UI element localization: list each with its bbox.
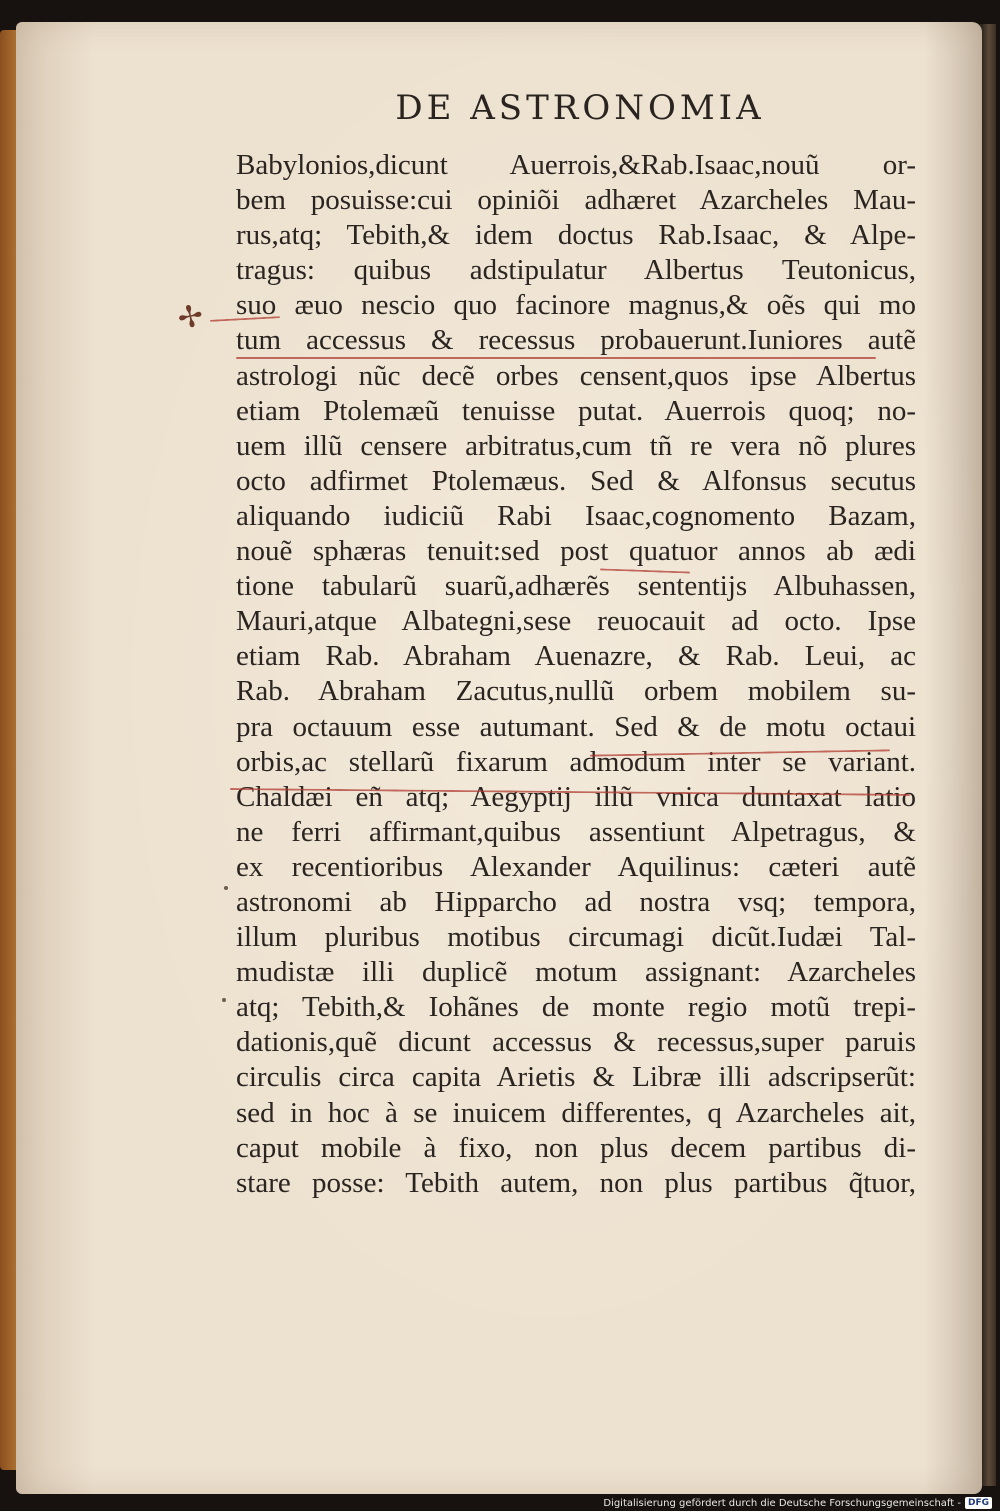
- text-block: [236, 148, 916, 1201]
- text-line: Mauri,atque Albategni,sese reuocauit ad octo. Ipse: [236, 605, 916, 638]
- margin-dot: [224, 886, 228, 890]
- text-line: atq; Tebith,& Iohãnes de monte regio motũ trepi-: [236, 991, 916, 1024]
- text-line: tione tabularũ suarũ,adhærẽs sententijs Albuhassen,: [236, 570, 916, 603]
- marginal-asterisk-mark: ✢: [174, 297, 207, 338]
- text-line: etiam Ptolemæũ tenuisse putat. Auerrois quoq; no-: [236, 394, 916, 427]
- text-line: dationis,quẽ dicunt accessus & recessus,super paruis: [236, 1026, 916, 1059]
- text-line: rus,atq; Tebith,& idem doctus Rab.Isaac, & Alpe-: [236, 219, 916, 252]
- text-line: Rab. Abraham Zacutus,nullũ orbem mobilem su-: [236, 675, 916, 708]
- text-line: octo adfirmet Ptolemæus. Sed & Alfonsus secutus: [236, 464, 916, 497]
- text-line: Babylonios,dicunt Auerrois,&Rab.Isaac,nouũ or-: [236, 149, 916, 181]
- text-line: tum accessus & recessus probauerunt.Iuniores autẽ: [236, 324, 916, 357]
- red-underline-annotation: [236, 357, 876, 359]
- text-line: sed in hoc à se inuicem differentes, q Azarcheles ait,: [236, 1096, 916, 1129]
- text-line: astrologi nũc decẽ orbes censent,quos ipse Albertus: [236, 359, 916, 392]
- text-line: suo æuo nescio quo facinore magnus,& oẽs qui mo: [236, 289, 916, 322]
- text-line: uem illũ censere arbitratus,cum tñ re vera nõ plures: [236, 429, 916, 462]
- text-line: ne ferri affirmant,quibus assentiunt Alpetragus, &: [236, 815, 916, 848]
- credit-text: Digitalisierung gefördert durch die Deutsche Forschungsgemeinschaft -: [603, 1497, 961, 1509]
- text-line: orbis,ac stellarũ fixarum admodum inter se variant.: [236, 745, 916, 778]
- text-line: aliquando iudiciũ Rabi Isaac,cognomento Bazam,: [236, 499, 916, 532]
- text-line: astronomi ab Hipparcho ad nostra vsq; tempora,: [236, 885, 916, 918]
- text-line: ex recentioribus Alexander Aquilinus: cæteri autẽ: [236, 850, 916, 883]
- text-line: pra octauum esse autumant. Sed & de motu octaui: [236, 710, 916, 743]
- text-line: caput mobile à fixo, non plus decem partibus di-: [236, 1131, 916, 1164]
- text-line: bem posuisse:cui opiniõi adhæret Azarcheles Mau-: [236, 184, 916, 217]
- digitization-credit: [603, 1497, 992, 1509]
- margin-dot: [222, 998, 226, 1002]
- running-head: DE ASTRONOMIA: [395, 88, 765, 128]
- text-line: etiam Rab. Abraham Auenazre, & Rab. Leui, ac: [236, 640, 916, 673]
- text-line: Chaldæi eñ atq; Aegyptij illũ vnica duntaxat latio: [236, 780, 916, 813]
- dfg-logo: DFG: [965, 1497, 992, 1509]
- text-line: tragus: quibus adstipulatur Albertus Teutonicus,: [236, 254, 916, 287]
- text-line: nouẽ sphæras tenuit:sed post quatuor annos ab ædi: [236, 535, 916, 568]
- text-line: illum pluribus motibus circumagi dicũt.Iudæi Tal-: [236, 921, 916, 954]
- text-line: mudistæ illi duplicẽ motum assignant: Azarcheles: [236, 956, 916, 989]
- text-line: stare posse: Tebith autem, non plus partibus q̃tuor,: [236, 1166, 916, 1199]
- text-line: circulis circa capita Arietis & Libræ illi adscripserũt:: [236, 1061, 916, 1094]
